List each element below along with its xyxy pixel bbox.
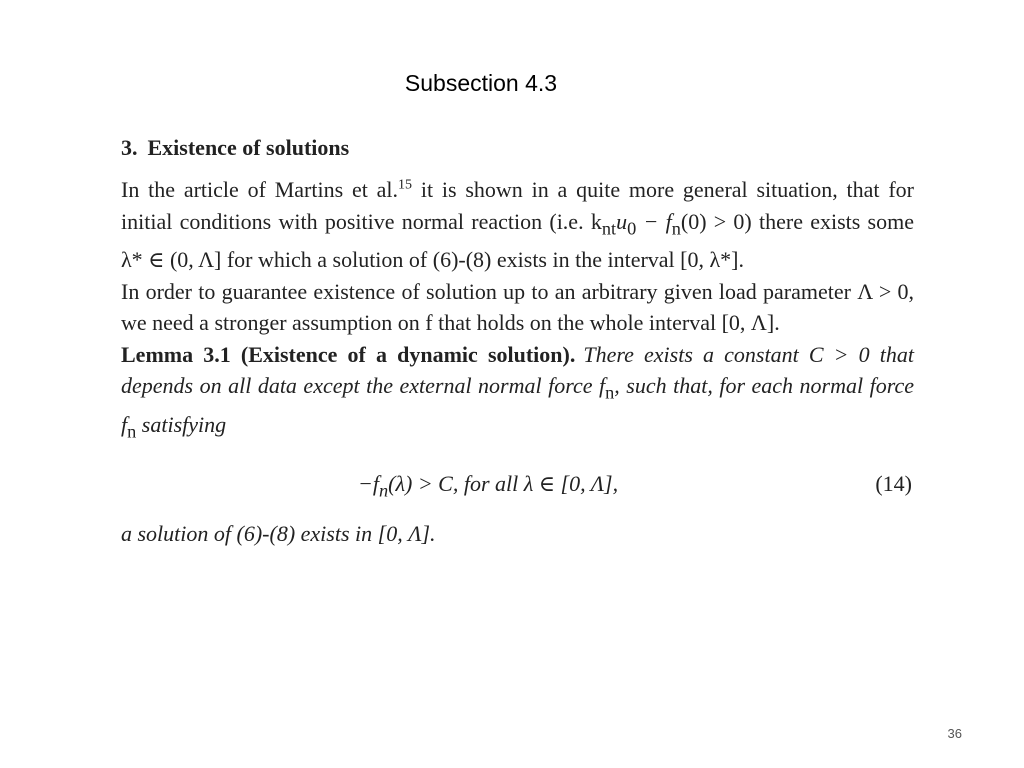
equation-rhs: (λ) > C, for all λ ∈ [0, Λ], — [388, 471, 619, 497]
lemma-text: There exists a constant C > 0 that depends on all data except the external normal force f — [121, 341, 915, 399]
slide-title: Subsection 4.3 — [404, 70, 558, 96]
citation-superscript: 15 — [398, 177, 413, 193]
math-text: u — [616, 208, 628, 234]
lemma-text: , such that, for each normal force f — [121, 373, 914, 438]
paragraph-text: In the article of Martins et al. — [121, 177, 399, 202]
document-content — [121, 132, 914, 550]
math-text: − f — [636, 208, 672, 234]
equation-body — [358, 468, 618, 507]
lemma-text: satisfying — [136, 412, 227, 438]
lemma-statement — [121, 339, 914, 448]
paragraph-text: (0) > 0) there exists some λ* ∈ (0, Λ] for which a solution of (6)-(8) exists in the interval [0, λ*]. — [121, 208, 915, 273]
paragraph-guarantee: In order to guarantee existence of solution up to an arbitrary given load parameter Λ > 0, we need a stronger assumption on f that holds on the whole interval [0, Λ]. — [121, 278, 914, 336]
section-number: 3. — [121, 135, 138, 160]
section-heading — [121, 132, 914, 164]
equation-number: (14) — [875, 471, 912, 497]
subscript: n — [127, 421, 137, 442]
subscript: n — [671, 217, 681, 238]
subscript: 0 — [627, 217, 637, 238]
equation-14 — [121, 464, 914, 504]
subscript: n — [378, 480, 389, 501]
lemma-conclusion: a solution of (6)-(8) exists in [0, Λ]. — [121, 521, 436, 547]
page-number: 36 — [947, 726, 962, 741]
subscript: nt — [601, 217, 617, 238]
lemma-label: Lemma 3.1 (Existence of a dynamic solution). — [121, 341, 576, 367]
paragraph-martins — [121, 174, 914, 276]
section-title: Existence of solutions — [147, 135, 350, 160]
equation-lhs: −f — [358, 471, 379, 497]
paragraph-text: it is shown in a quite more general situation, that for initial conditions with positive normal reaction (i.e. k — [121, 177, 914, 234]
subscript: n — [605, 382, 615, 403]
